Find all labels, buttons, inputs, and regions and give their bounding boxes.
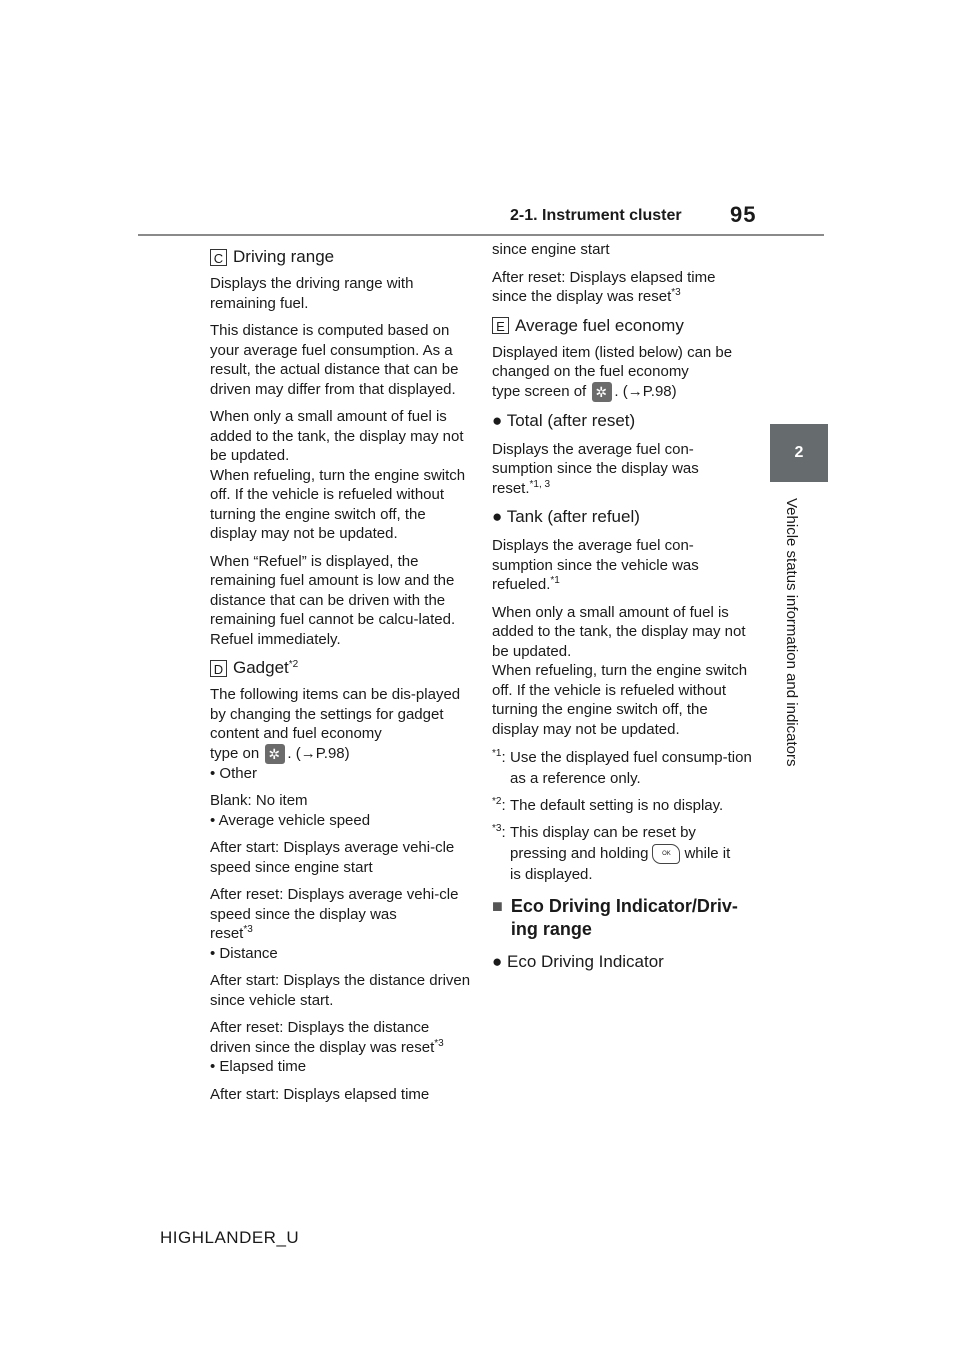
paragraph: When “Refuel” is displayed, the remaining fuel amount is low and the distance that can be driven with the remaining fuel cannot be calcu-lated. Refuel immediately. bbox=[210, 552, 456, 648]
paragraph: After start: Displays elapsed time bbox=[210, 1085, 430, 1103]
subsection-heading: ■ Eco Driving Indicator/Driv-ing range bbox=[492, 896, 738, 940]
heading-gadget: D Gadget$^{*2}$ bbox=[210, 657, 472, 679]
paragraph: Displays the average fuel con-sumption since the vehicle was refueled.$^{*1}$ bbox=[492, 537, 699, 594]
section-title: 2-1. Instrument cluster bbox=[510, 207, 682, 224]
bullet-eco-driving: ● Eco Driving Indicator bbox=[492, 952, 664, 972]
paragraph: When only a small amount of fuel is added to the tank, the display may not be updated. When refueling, turn the engine switch off. If the vehicle is refueled without turning the engine switch off, the display may not be updated. bbox=[492, 603, 748, 738]
paragraph: The following items can be dis-played by changing the settings for gadget content and fuel economy type on ✲ . (→P.98) • Other bbox=[210, 685, 472, 783]
settings-gear-icon bbox=[265, 744, 285, 764]
chapter-number: 2 bbox=[794, 444, 804, 461]
paragraph: After reset: Displays average vehi-cle speed since the display was reset$^{*3}$ • Distance bbox=[210, 886, 459, 962]
bullet-tank: ● Tank (after refuel) bbox=[492, 507, 640, 527]
paragraph: Displays the average fuel con-sumption since the display was reset.$^{*1, 3}$ bbox=[492, 440, 699, 497]
paragraph: since engine start bbox=[492, 241, 610, 258]
paragraph: After start: Displays the distance driven since vehicle start. bbox=[210, 972, 471, 1009]
settings-gear-icon bbox=[592, 382, 612, 402]
bullet-total: ● Total (after reset) bbox=[492, 410, 636, 430]
paragraph: Displayed item (listed below) can be changed on the fuel economy type screen of ✲ . (→P.98) bbox=[492, 343, 754, 402]
paragraph: Blank: No item • Average vehicle speed bbox=[210, 792, 371, 829]
label-c-badge: C bbox=[210, 249, 227, 266]
right-column bbox=[492, 240, 754, 981]
paragraph: This distance is computed based on your average fuel consumption. As a result, the actual distance that can be driven may differ from that displayed. bbox=[210, 322, 459, 398]
heading-driving-range: C Driving range bbox=[210, 246, 472, 268]
paragraph: After reset: Displays elapsed time since the display was reset$^{*3}$ bbox=[492, 268, 716, 305]
paragraph: Displays the driving range with remaining fuel. bbox=[210, 275, 414, 312]
footnote-1: $^{*1}$: Use the displayed fuel consump-tion as a reference only. bbox=[492, 748, 752, 788]
ok-button-icon: OK bbox=[652, 844, 680, 864]
chapter-label: Vehicle status information and indicators bbox=[783, 498, 800, 767]
chapter-tab bbox=[770, 424, 828, 482]
label-d-badge: D bbox=[210, 660, 227, 677]
header-rule bbox=[138, 234, 824, 236]
paragraph: After start: Displays average vehi-cle speed since engine start bbox=[210, 839, 455, 876]
heading-average-fuel-economy: E Average fuel economy bbox=[492, 315, 754, 337]
footer-model: HIGHLANDER_U bbox=[160, 1228, 300, 1247]
page-number: 95 bbox=[730, 202, 757, 227]
left-column bbox=[210, 244, 472, 1112]
paragraph: After reset: Displays the distance driven since the display was reset$^{*3}$ • Elapsed time bbox=[210, 1019, 444, 1076]
label-e-badge: E bbox=[492, 317, 509, 334]
footnote-2: $^{*2}$: The default setting is no display. bbox=[492, 796, 724, 815]
square-bullet-icon: ■ bbox=[492, 896, 503, 917]
paragraph: When only a small amount of fuel is added to the tank, the display may not be updated. When refueling, turn the engine switch off. If the vehicle is refueled without turning the engine switch off, the display may not be updated. bbox=[210, 408, 466, 542]
footnote-3: $^{*3}$: This display can be reset by pressing and holding OK while it is displayed. bbox=[492, 823, 731, 884]
